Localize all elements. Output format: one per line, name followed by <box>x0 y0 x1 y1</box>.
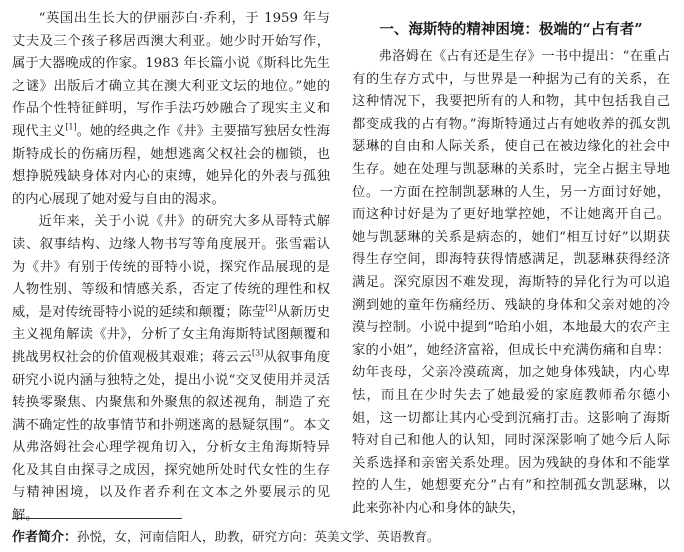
literature-review-paragraph <box>12 211 330 527</box>
right-column <box>352 8 670 520</box>
citation-ref-2: [2] <box>265 303 277 313</box>
review-text-part-3: 从叙事角度研究小说内涵与独特之处，提出小说“交叉使用并灵活转换零聚焦、内聚焦和外聚焦的叙述视角，制造了充满不确定性的故事情节和扑朔迷离的悬疑氛围”。本文从弗洛姆社会心理学视角切入，分析女主角海斯特异化及其自由探寻之成因，探究她所处时代女性的生存与精神困境，以及作者乔利在文本之外要展示的见解。 <box>12 349 331 524</box>
citation-ref-3: [3] <box>252 348 264 358</box>
citation-ref-1: [1] <box>65 122 77 132</box>
section-body-paragraph: 弗洛姆在《占有还是生存》一书中提出：“在重占有的生存方式中，与世界是一种据为己有的关系，在这种情况下，我要把所有的人和物，其中包括我自己都变成我的占有物。”海斯特通过占有她收养的孤女凯瑟琳的自由和人际关系，使自己在被边缘化的社会中生存。她在处理与凯瑟琳的关系时，完全占据主导地位。一方面在控制凯瑟琳的人生，另一方面讨好她，而这种讨好是为了更好地掌控她，不让她离开自己。她与凯瑟琳的关系是病态的，她们“相互讨好”以期获得生存空间，即海特获得情感满足，凯瑟琳获得经济满足。深究原因不难发现，海斯特的异化行为可以追溯到她的童年伤痛经历、残缺的身体和父亲对她的冷漠与控制。小说中提到“哈珀小姐，本地最大的农产主家的小姐”，她经济富裕，但成长中充满伤痛和自卑：幼年丧母，父亲冷漠疏离，加之她身体残缺，内心卑怯，而且在少时失去了她最爱的家庭教师希尔德小姐，这一切都让其内心受到沉痛打击。这影响了海斯特对自己和他人的认知，同时深深影响了她今后人际关系选择和亲密关系处理。因为残缺的身体和不能掌控的人生，她想要充分“占有”和控制孤女凯瑟琳，以此来弥补内心和身体的缺失， <box>352 49 670 516</box>
intro-text-part-2: 。她的经典之作《井》主要描写独居女性海斯特成长的伤痛历程，她想逃离父权社会的枷锁，也想挣脱残缺身体对内心的束缚，她异化的外表与孤独的内心展现了她对爱与自由的渴求。 <box>12 123 331 207</box>
section-heading: 一、海斯特的精神困境：极端的“占有者” <box>379 21 643 38</box>
author-footnote <box>12 528 672 547</box>
intro-paragraph <box>12 8 330 211</box>
footnote-text: 孙悦，女，河南信阳人，助教，研究方向：英美文学、英语教育。 <box>77 529 440 544</box>
left-column <box>12 8 330 528</box>
intro-text-part-1: “英国出生长大的伊丽莎白·乔利，于 1959 年与丈夫及三个孩子移居西澳大利亚。她少时开始写作，属于大器晚成的作家。1983 年长篇小说《斯科比先生之谜》出版后才确立其在澳大利亚文坛的地位。”她的作品个性特征鲜明，写作手法巧妙融合了现实主义和现代主义 <box>12 11 330 139</box>
review-text-part-2: 从新历史主义视角解读《井》，分析了女主角海斯特试图颠覆和挑战男权社会的价值观极其艰难；蒋云云 <box>12 304 331 365</box>
footnote-label: 作者简介： <box>12 530 78 545</box>
footnote-divider <box>12 518 182 519</box>
review-text-part-1: 近年来，关于小说《井》的研究大多从哥特式解读、叙事结构、边缘人物书写等角度展开。张雪霜认为《井》有别于传统的哥特小说，探究作品展现的是人物性别、等级和情感关系，否定了传统的理性和权威，是对传统哥特小说的延续和颠覆；陈莹 <box>12 214 330 320</box>
